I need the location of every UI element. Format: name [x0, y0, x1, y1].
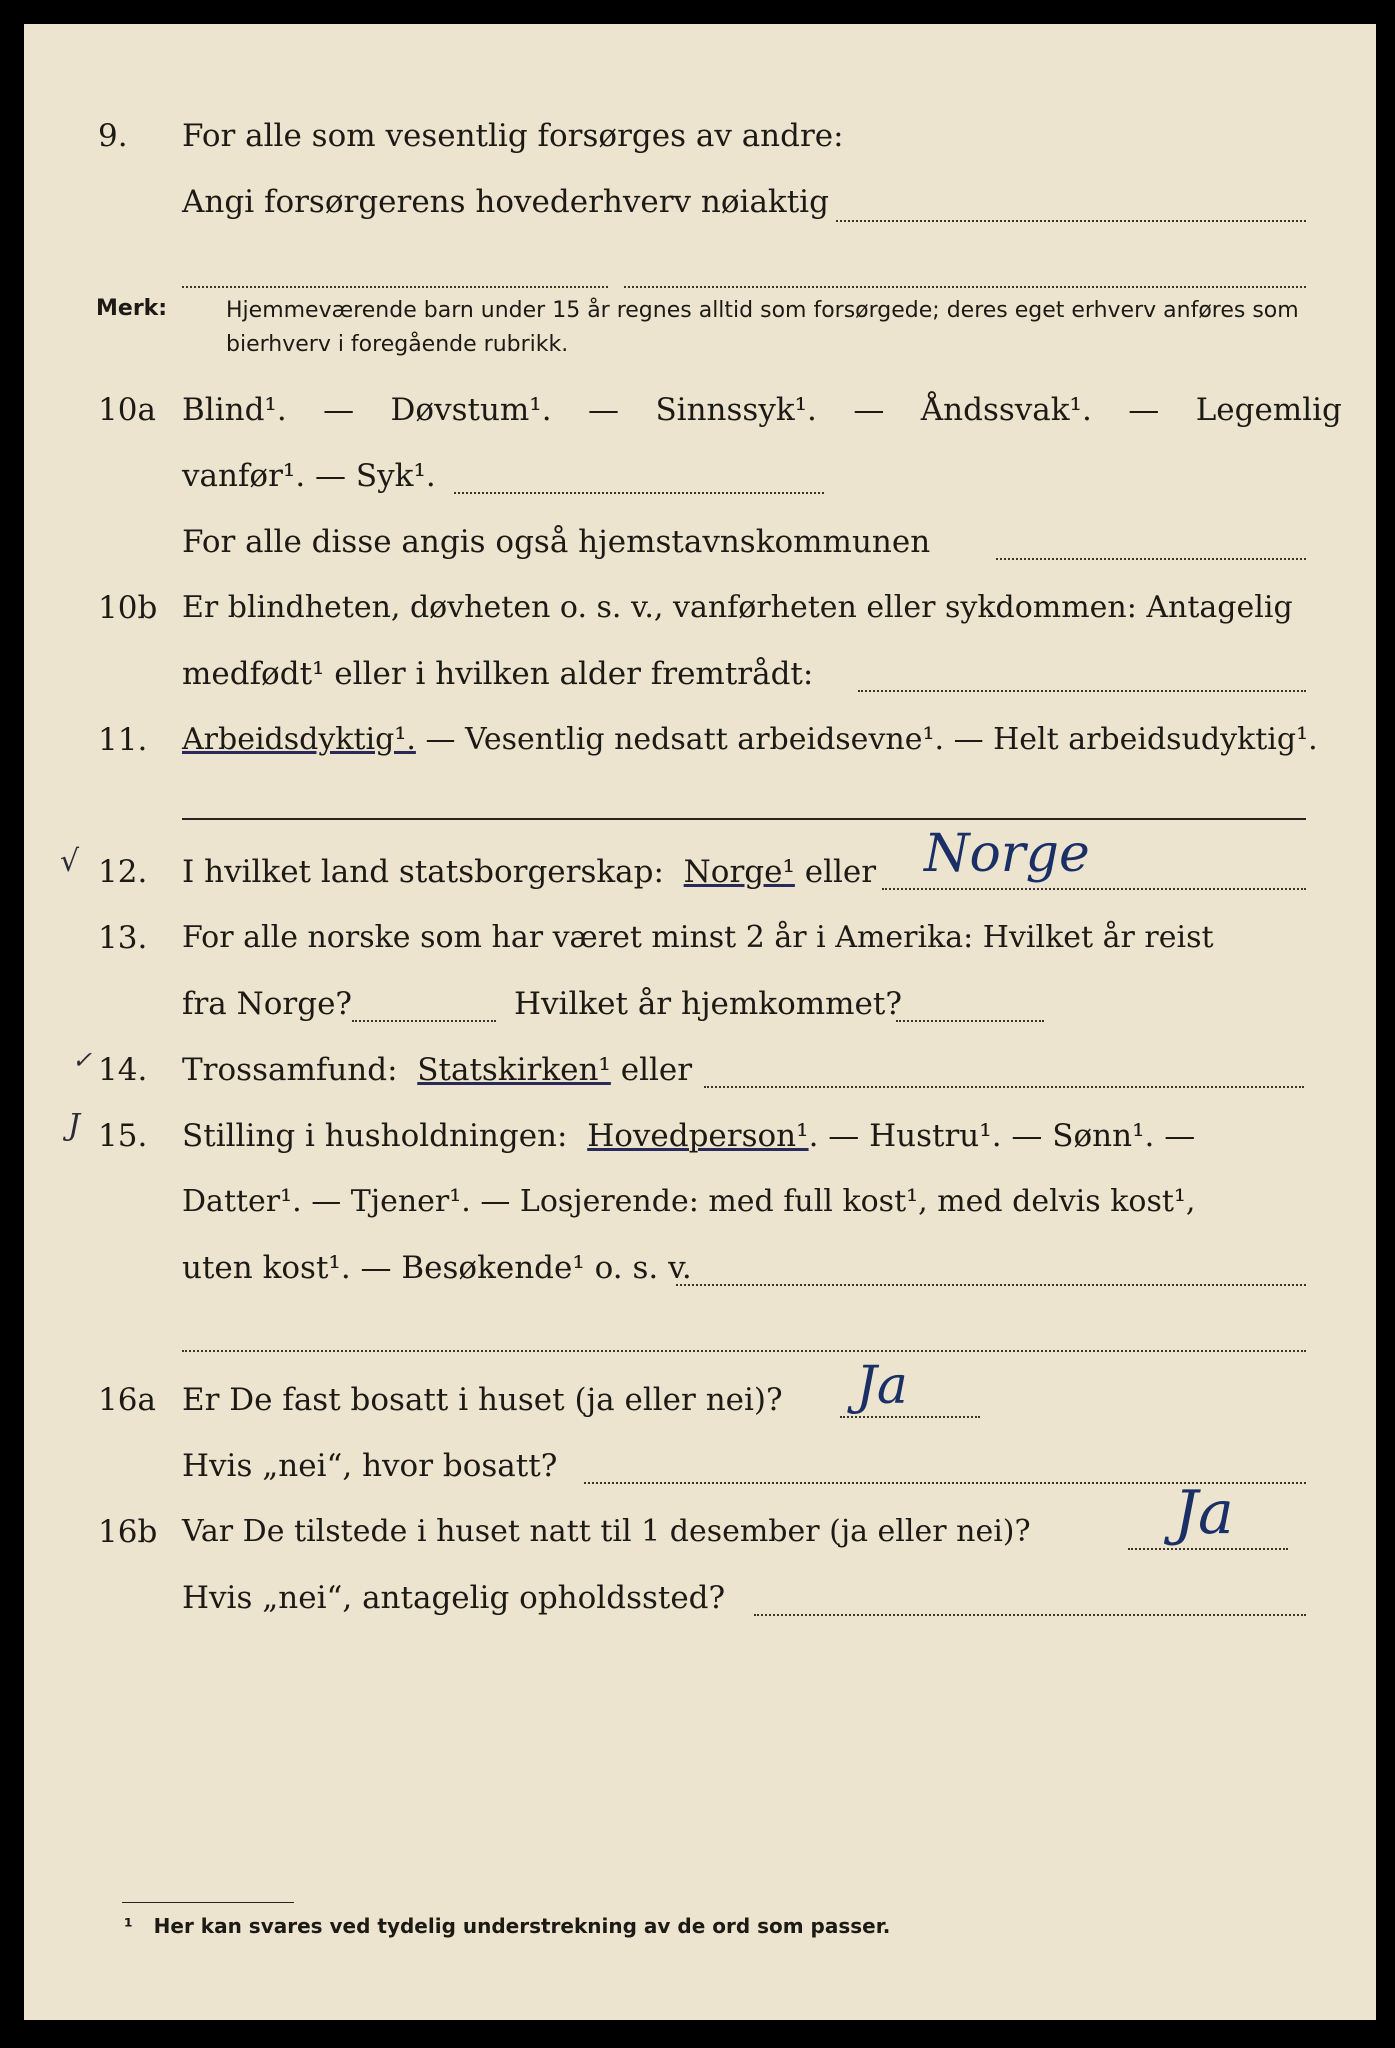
- separator: —: [1128, 392, 1160, 428]
- note-text: Hjemmeværende barn under 15 år regnes alltid som forsørgede; deres eget erhverv anføres som bierhverv i foregående rubrikk.: [226, 298, 1299, 357]
- selected-option: Hovedperson¹: [587, 1118, 809, 1154]
- answer-line[interactable]: [1128, 1548, 1288, 1550]
- handwritten-answer: Ja: [856, 1356, 908, 1416]
- selected-option: Arbeidsdyktig¹.: [182, 722, 416, 757]
- answer-line[interactable]: [896, 1020, 1044, 1022]
- answer-line[interactable]: [836, 220, 1306, 222]
- question-number: 12.: [98, 854, 148, 890]
- answer-line[interactable]: [182, 1350, 1306, 1352]
- question-text: Datter¹. — Tjener¹. — Losjerende: med full kost¹, med delvis kost¹,: [182, 1184, 1196, 1219]
- option-word: Blind¹.: [182, 392, 287, 428]
- question-text: fra Norge?: [182, 986, 353, 1022]
- question-10b-line2: [24, 648, 1376, 700]
- question-number: 14.: [98, 1052, 148, 1088]
- question-number: 16b: [98, 1514, 158, 1550]
- question-9: [24, 110, 1376, 162]
- question-text: Var De tilstede i huset natt til 1 desember (ja eller nei)?: [182, 1514, 1031, 1549]
- question-label: I hvilket land statsborgerskap:: [182, 854, 664, 890]
- separator: —: [588, 392, 620, 428]
- census-form-page: [24, 24, 1376, 2020]
- selected-option: Norge¹: [683, 854, 795, 890]
- question-text: Angi forsørgerens hovederhverv nøiaktig: [182, 184, 829, 220]
- question-number: 13.: [98, 920, 148, 956]
- question-tail: eller: [620, 1052, 693, 1088]
- option-word: Legemlig: [1195, 392, 1342, 428]
- question-text: medfødt¹ eller i hvilken alder fremtrådt:: [182, 656, 814, 692]
- question-15: [24, 1110, 1376, 1162]
- option-word: Åndssvak¹.: [920, 392, 1092, 428]
- question-number: 16a: [98, 1382, 156, 1418]
- answer-line[interactable]: [624, 286, 1306, 288]
- handwritten-answer: Ja: [1174, 1478, 1234, 1548]
- question-number: 9.: [98, 118, 128, 154]
- question-10a-line2: [24, 450, 1376, 502]
- question-number: 11.: [98, 722, 148, 758]
- question-11: [24, 714, 1376, 766]
- answer-line[interactable]: [352, 1020, 496, 1022]
- question-13-line2: [24, 978, 1376, 1030]
- question-tail: eller: [804, 854, 877, 890]
- answer-line[interactable]: [858, 690, 1306, 692]
- question-text: [182, 714, 1318, 766]
- question-number: 15.: [98, 1118, 148, 1154]
- option-word: Døvstum¹.: [390, 392, 552, 428]
- answer-line[interactable]: [676, 1284, 1306, 1286]
- selected-option: Statskirken¹: [417, 1052, 611, 1088]
- answer-line[interactable]: [840, 1416, 980, 1418]
- question-12: [24, 846, 1376, 898]
- footnote-rule: [122, 1902, 294, 1903]
- answer-line[interactable]: [754, 1614, 1306, 1616]
- question-text: For alle som vesentlig forsørges av andre:: [182, 118, 844, 154]
- footnote-marker: ¹: [124, 1914, 133, 1938]
- answer-line[interactable]: [996, 558, 1306, 560]
- answer-line[interactable]: [182, 286, 608, 288]
- other-options: . — Hustru¹. — Sønn¹. —: [808, 1118, 1196, 1154]
- question-14: [24, 1044, 1376, 1096]
- check-mark: ✓: [72, 1046, 93, 1074]
- question-number: 10a: [98, 392, 156, 428]
- question-text: Er blindheten, døvheten o. s. v., vanførheten eller sykdommen: Antagelig: [182, 590, 1293, 625]
- question-10a-line3: [24, 516, 1376, 568]
- separator: —: [853, 392, 885, 428]
- question-label: Stilling i husholdningen:: [182, 1118, 568, 1154]
- separator: —: [323, 392, 355, 428]
- question-number: 10b: [98, 590, 158, 626]
- question-15-line3: [24, 1242, 1376, 1294]
- answer-line[interactable]: [454, 492, 824, 494]
- question-text: Hvilket år hjemkommet?: [514, 986, 902, 1022]
- question-10a: [24, 384, 1376, 436]
- question-16b-line2: [24, 1572, 1376, 1624]
- answer-line[interactable]: [882, 888, 1306, 890]
- question-text: Hvis „nei“, antagelig opholdssted?: [182, 1580, 726, 1616]
- footnote-text: Her kan svares ved tydelig understrekning av de ord som passer.: [153, 1914, 891, 1938]
- separator-line: [182, 818, 1306, 820]
- question-text: [182, 1110, 1195, 1162]
- question-text: Hvis „nei“, hvor bosatt?: [182, 1448, 558, 1484]
- check-mark: J: [68, 1108, 81, 1143]
- question-text: uten kost¹. — Besøkende¹ o. s. v.: [182, 1250, 692, 1286]
- question-text: [182, 384, 1342, 436]
- other-options: — Vesentlig nedsatt arbeidsevne¹. — Helt arbeidsudyktig¹.: [415, 722, 1318, 757]
- question-text: For alle disse angis også hjemstavnskommunen: [182, 524, 931, 560]
- question-10b: [24, 582, 1376, 634]
- footnote: [124, 1914, 890, 1938]
- question-label: Trossamfund:: [182, 1052, 398, 1088]
- handwritten-answer: Norge: [924, 824, 1090, 884]
- question-text: vanfør¹. — Syk¹.: [182, 458, 436, 494]
- question-text: [182, 846, 876, 898]
- option-word: Sinnssyk¹.: [655, 392, 817, 428]
- check-mark: √: [60, 844, 80, 879]
- question-16a: [24, 1374, 1376, 1426]
- question-15-line2: [24, 1176, 1376, 1228]
- note-label: Merk:: [96, 296, 168, 321]
- answer-line[interactable]: [704, 1086, 1304, 1088]
- question-text: [182, 1044, 692, 1096]
- question-13: [24, 912, 1376, 964]
- question-text: Er De fast bosatt i huset (ja eller nei)?: [182, 1382, 783, 1418]
- question-text: For alle norske som har været minst 2 år i Amerika: Hvilket år reist: [182, 920, 1214, 955]
